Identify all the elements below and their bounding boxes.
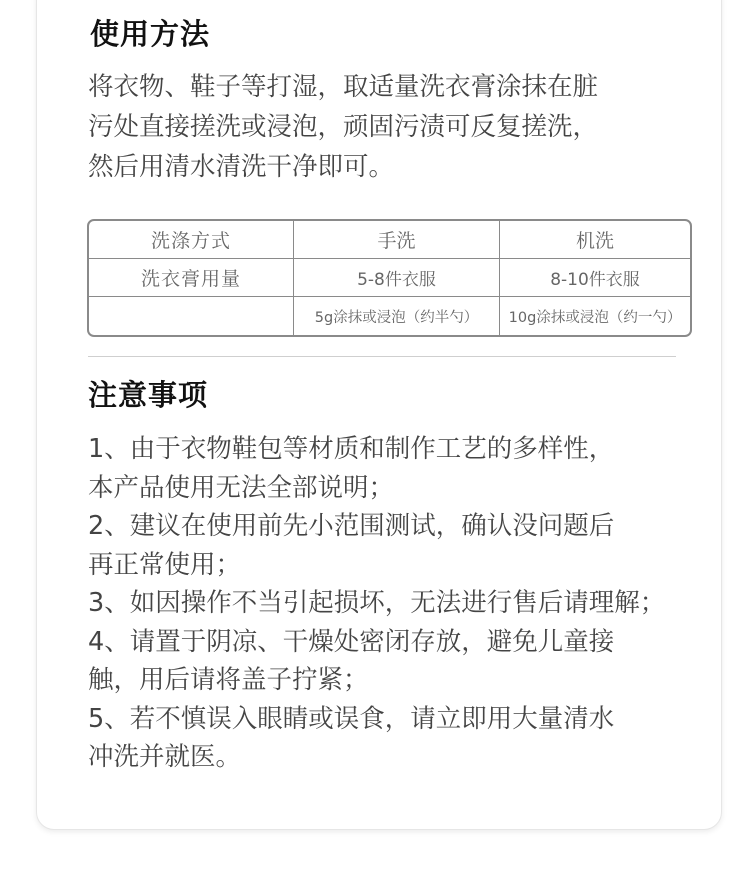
table-cell: 洗衣膏用量 [89, 259, 294, 296]
table-header-row [89, 221, 690, 259]
table-cell: 机洗 [575, 230, 614, 252]
notes-line: 3、如因操作不当引起损坏，无法进行售后请理解； [88, 588, 666, 618]
table-cell: 5-8件衣服 [294, 259, 500, 296]
table-row [89, 259, 690, 297]
table-cell: 洗涤方式 [89, 221, 294, 258]
table-cell: 5g涂抹或浸泡（约半勺） [294, 297, 500, 335]
section-divider [88, 356, 676, 357]
usage-line: 污处直接搓洗或浸泡，顽固污渍可反复搓洗， [88, 112, 599, 142]
dosage-table [87, 219, 692, 337]
table-cell: 手洗 [294, 221, 500, 258]
notes-line: 本产品使用无法全部说明； [88, 472, 395, 503]
table-cell: 10g涂抹或浸泡（约一勺） [508, 309, 682, 326]
notes-line: 再正常使用； [88, 549, 242, 580]
usage-title: 使用方法 [90, 17, 211, 51]
usage-line: 将衣物、鞋子等打湿，取适量洗衣膏涂抹在脏 [88, 72, 599, 102]
notes-title: 注意事项 [88, 378, 209, 412]
usage-line: 然后用清水清洗干净即可。 [88, 152, 395, 182]
notes-list [88, 430, 665, 777]
table-cell: 8-10件衣服 [550, 270, 640, 290]
table-cell [89, 297, 294, 335]
notes-line: 1、由于衣物鞋包等材质和制作工艺的多样性， [88, 434, 615, 464]
notes-line: 5、若不慎误入眼睛或误食，请立即用大量清水 [88, 703, 615, 734]
table-row [89, 297, 690, 335]
notes-line: 冲洗并就医。 [88, 742, 242, 772]
notes-line: 4、请置于阴凉、干燥处密闭存放，避免儿童接 [88, 626, 615, 657]
notes-line: 触，用后请将盖子拧紧； [88, 665, 369, 695]
usage-instructions [88, 67, 598, 187]
notes-line: 2、建议在使用前先小范围测试，确认没问题后 [88, 511, 615, 541]
